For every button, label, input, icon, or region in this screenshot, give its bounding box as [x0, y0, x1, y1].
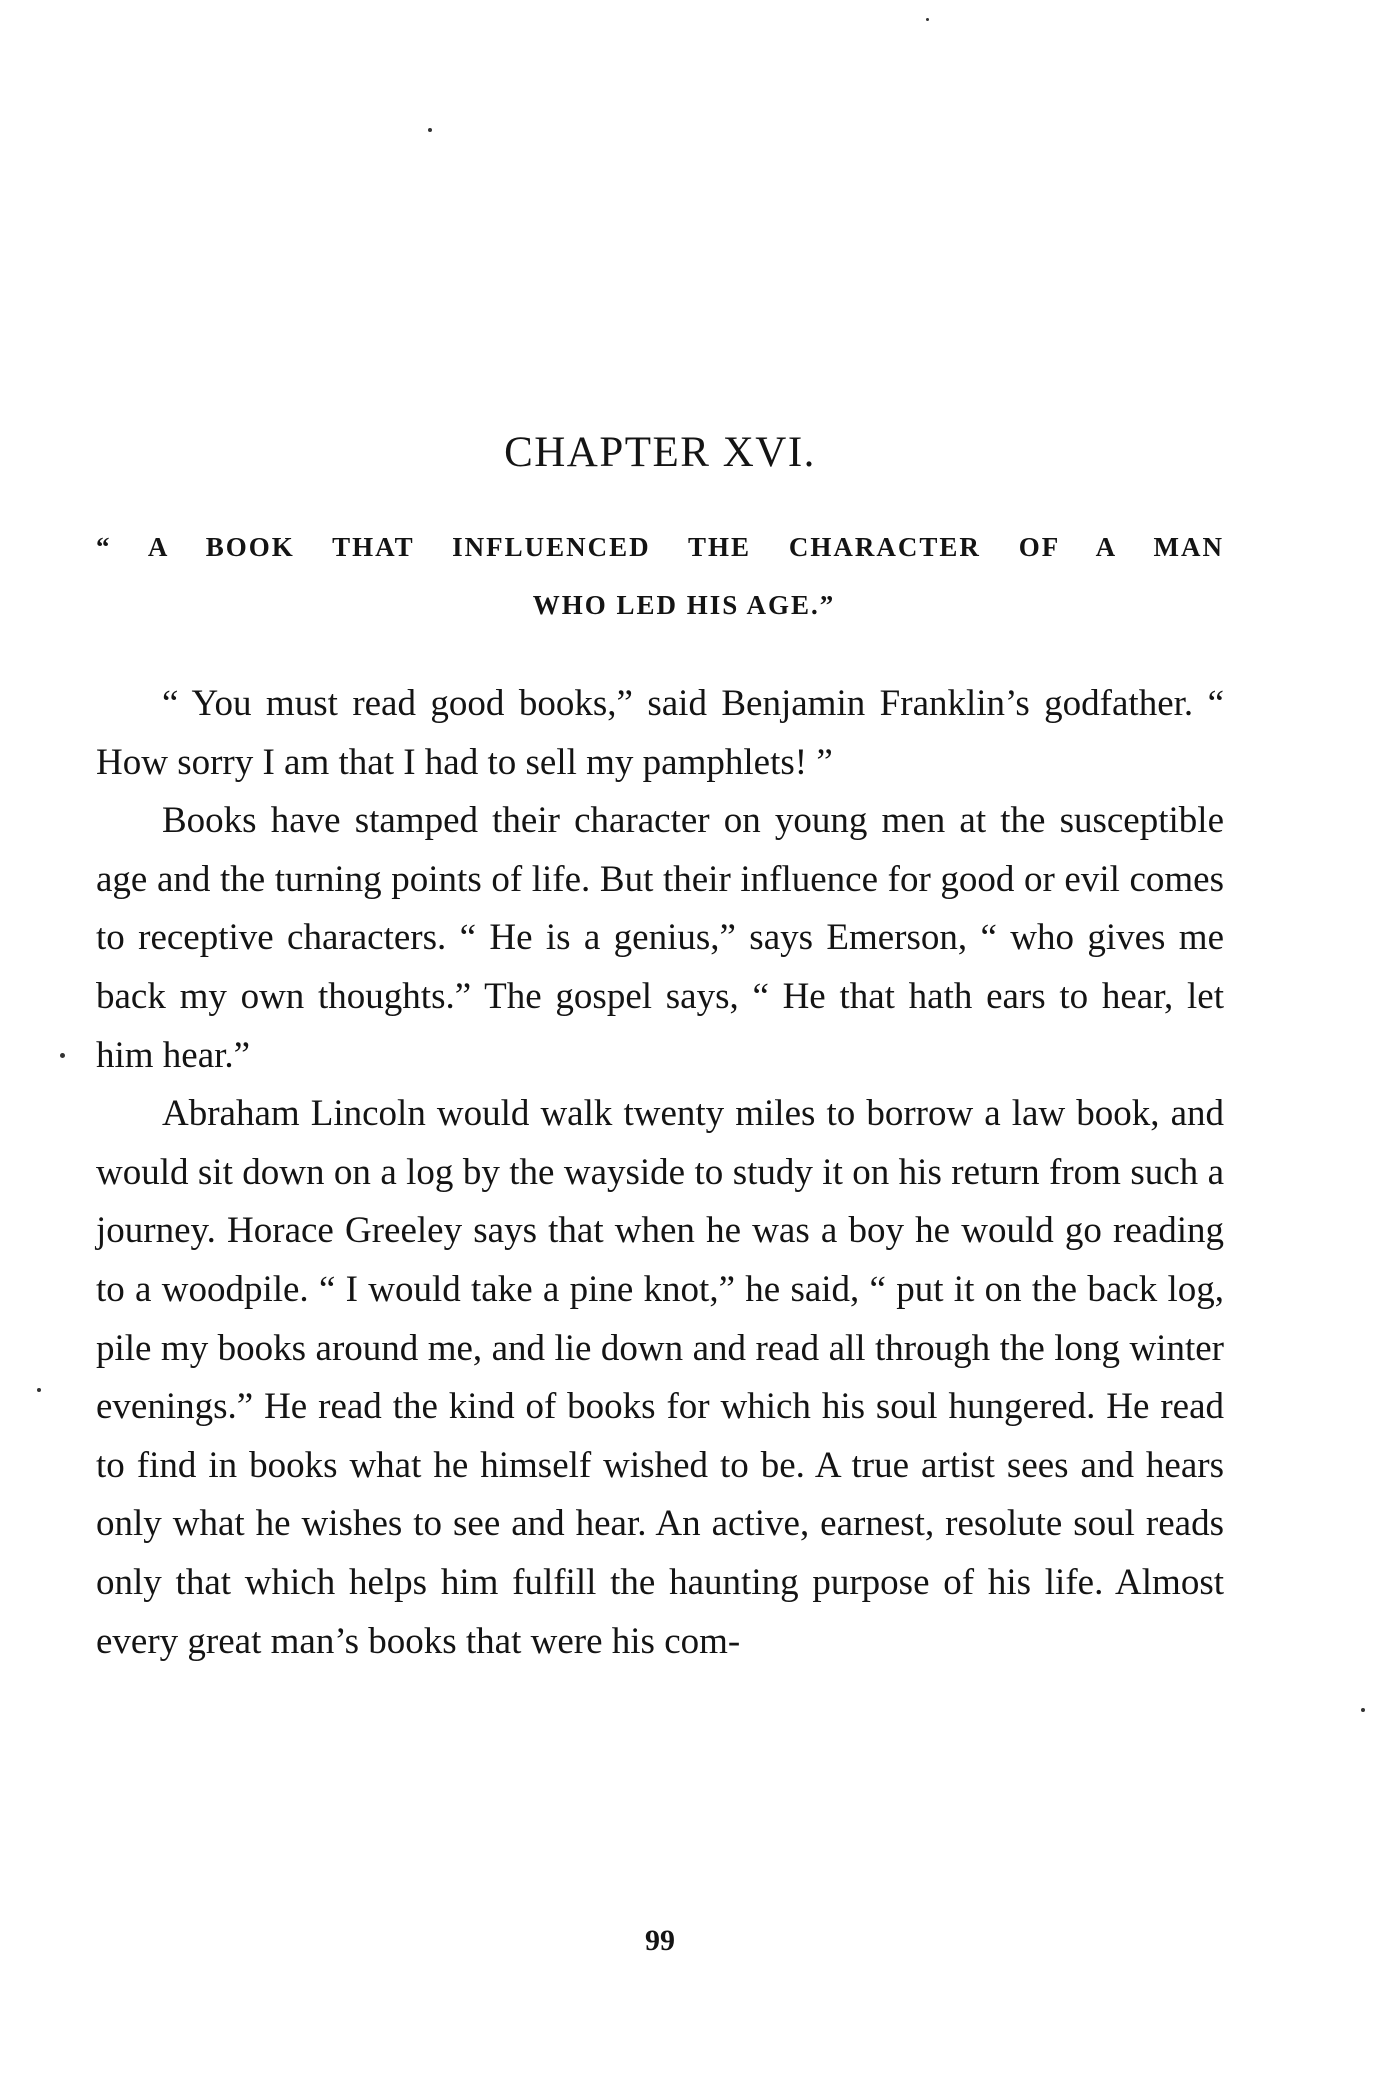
- paragraph: Abraham Lincoln would walk twenty miles to borrow a law book, and would sit down on a log by the wayside to study it on his return from such a journey. Horace Greeley says that when he was a boy he would go reading to a woodpile. “ I would take a pine knot,” he said, “ put it on the back log, pile my books around me, and lie down and read all through the long winter evenings.” He read the kind of books for which his soul hungered. He read to find in books what he himself wished to be. A true artist sees and hears only what he wishes to see and hear. An active, earnest, resolute soul reads only that which helps him fulfill the haunting purpose of his life. Almost every great man’s books that were his com-: [96, 1093, 1224, 1662]
- print-speck: [428, 128, 432, 132]
- chapter-subtitle-line-2: WHO LED HIS AGE.”: [532, 590, 836, 620]
- chapter-title: CHAPTER XVI.: [504, 429, 816, 476]
- paragraph: Books have stamped their character on young men at the susceptible age and the turning points of life. But their influence for good or evil comes to receptive characters. “ He is a genius,” says Emerson, “ who gives me back my own thoughts.” The gospel says, “ He that hath ears to hear, let him hear.”: [96, 800, 1224, 1076]
- print-speck: [60, 1053, 65, 1058]
- print-speck: [926, 18, 929, 21]
- print-speck: [1361, 1708, 1365, 1712]
- paragraph: “ You must read good books,” said Benjamin Franklin’s godfather. “ How sorry I am that I had to sell my pamphlets! ”: [96, 683, 1224, 783]
- page-number: 99: [645, 1924, 675, 1957]
- chapter-subtitle-line-1: “ A BOOK THAT INFLUENCED THE CHARACTER OF A MAN: [96, 532, 1224, 562]
- body-text: [96, 675, 1224, 1671]
- print-speck: [37, 1388, 41, 1392]
